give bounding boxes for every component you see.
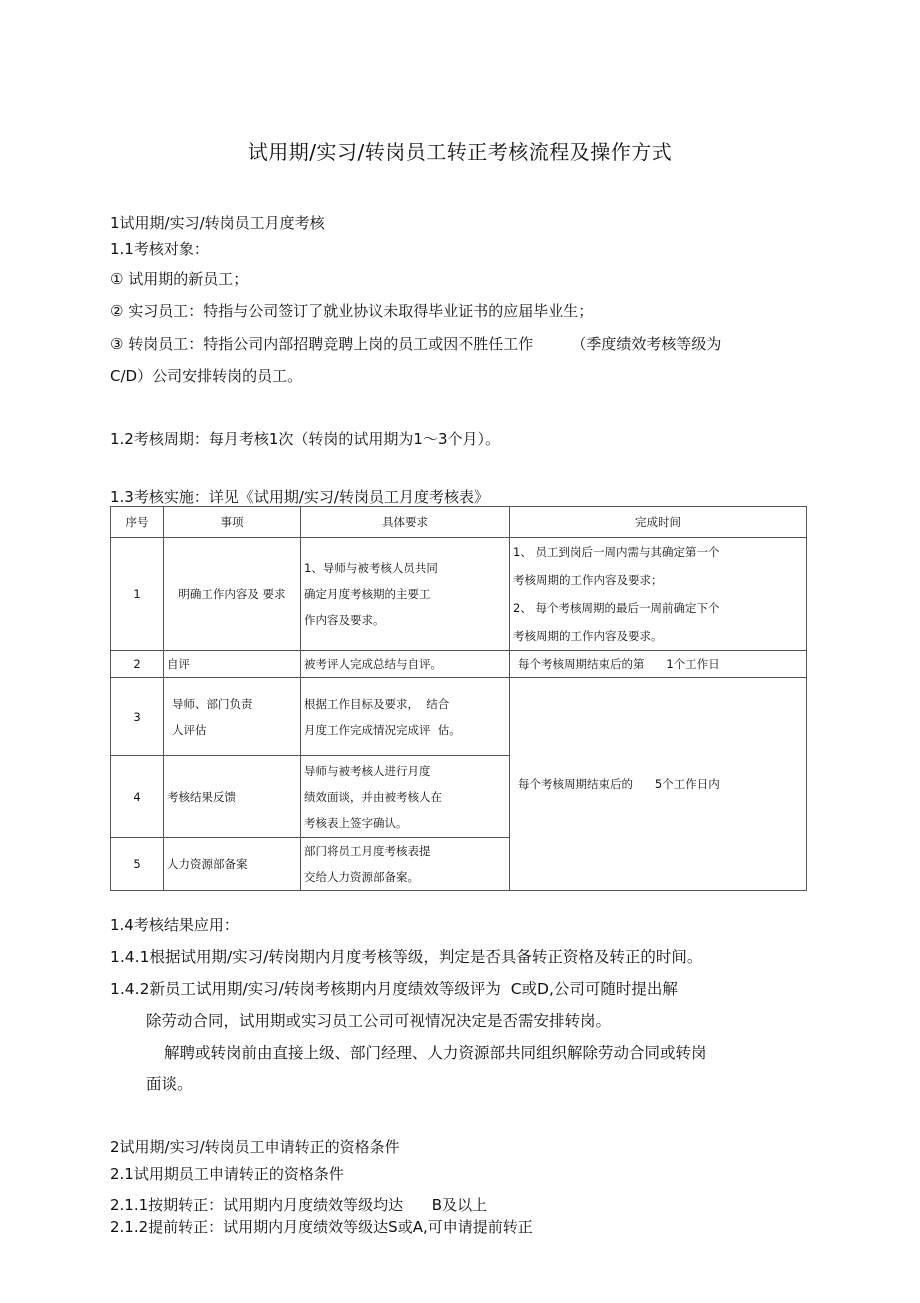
s1-1-item-3-cont: C/D）公司安排转岗的员工。 bbox=[110, 367, 303, 385]
s1-1-item-3: ③ 转岗员工：特指公司内部招聘竞聘上岗的员工或因不胜任工作 （季度绩效考核等级为 bbox=[110, 335, 722, 353]
row-no: 3 bbox=[111, 678, 164, 756]
section2-heading: 2试用期/实习/转岗员工申请转正的资格条件 bbox=[110, 1138, 400, 1156]
header-req: 具体要求 bbox=[301, 507, 510, 538]
s1-1-item-2: ② 实习员工：特指与公司签订了就业协议未取得毕业证书的应届毕业生； bbox=[110, 302, 594, 320]
row-no: 2 bbox=[111, 651, 164, 678]
s1-4-2-cont: 除劳动合同，试用期或实习员工公司可视情况决定是否需安排转岗。 bbox=[146, 1012, 612, 1030]
row-item: 人力资源部备案 bbox=[164, 838, 301, 891]
table-row bbox=[111, 538, 807, 651]
row-no: 5 bbox=[111, 838, 164, 891]
s1-3: 1.3考核实施：详见《试用期/实习/转岗员工月度考核表》 bbox=[110, 488, 489, 506]
header-no: 序号 bbox=[111, 507, 164, 538]
row-time-merged: 每个考核周期结束后的 5个工作日内 bbox=[510, 678, 807, 891]
row-time: 1、 员工到岗后一周内需与其确定第一个 考核周期的工作内容及要求； 2、 每个考核周期的最后一周前确定下个 考核周期的工作内容及要求。 bbox=[510, 538, 807, 651]
section1-heading: 1试用期/实习/转岗员工月度考核 bbox=[110, 214, 325, 232]
row-req: 导师与被考核人进行月度 绩效面谈，并由被考核人在 考核表上签字确认。 bbox=[301, 756, 510, 838]
row-time: 每个考核周期结束后的第 1个工作日 bbox=[510, 651, 807, 678]
s1-4-3-cont: 面谈。 bbox=[146, 1075, 193, 1093]
row-req: 1、导师与被考核人员共同 确定月度考核期的主要工 作内容及要求。 bbox=[301, 538, 510, 651]
row-req: 被考评人完成总结与自评。 bbox=[301, 651, 510, 678]
s2-1-2: 2.1.2提前转正：试用期内月度绩效等级达S或A,可申请提前转正 bbox=[110, 1218, 533, 1236]
row-no: 4 bbox=[111, 756, 164, 838]
header-item: 事项 bbox=[164, 507, 301, 538]
s2-1: 2.1试用期员工申请转正的资格条件 bbox=[110, 1165, 344, 1183]
table-row bbox=[111, 678, 807, 756]
row-req: 根据工作目标及要求， 结合 月度工作完成情况完成评 估。 bbox=[301, 678, 510, 756]
table-header-row bbox=[111, 507, 807, 538]
row-item: 考核结果反馈 bbox=[164, 756, 301, 838]
row-item: 导师、部门负责 人评估 bbox=[164, 678, 301, 756]
s1-4-label: 1.4考核结果应用： bbox=[110, 916, 239, 934]
row-item: 自评 bbox=[164, 651, 301, 678]
s2-1-1: 2.1.1按期转正：试用期内月度绩效等级均达 B及以上 bbox=[110, 1196, 488, 1214]
s1-4-2: 1.4.2新员工试用期/实习/转岗考核期内月度绩效等级评为 C或D,公司可随时提出解 bbox=[110, 980, 678, 998]
s1-2: 1.2考核周期：每月考核1次（转岗的试用期为1～3个月）。 bbox=[110, 430, 500, 448]
row-item: 明确工作内容及 要求 bbox=[164, 538, 301, 651]
row-req: 部门将员工月度考核表提 交给人力资源部备案。 bbox=[301, 838, 510, 891]
s1-1-label: 1.1考核对象： bbox=[110, 240, 209, 258]
table-row bbox=[111, 651, 807, 678]
row-no: 1 bbox=[111, 538, 164, 651]
header-time: 完成时间 bbox=[510, 507, 807, 538]
s1-1-item-1: ① 试用期的新员工； bbox=[110, 270, 249, 288]
s1-4-1: 1.4.1根据试用期/实习/转岗期内月度考核等级，判定是否具备转正资格及转正的时间。 bbox=[110, 948, 703, 966]
s1-4-3: 解聘或转岗前由直接上级、部门经理、人力资源部共同组织解除劳动合同或转岗 bbox=[164, 1044, 707, 1062]
assessment-table bbox=[110, 506, 807, 891]
page-title: 试用期/实习/转岗员工转正考核流程及操作方式 bbox=[247, 140, 673, 164]
